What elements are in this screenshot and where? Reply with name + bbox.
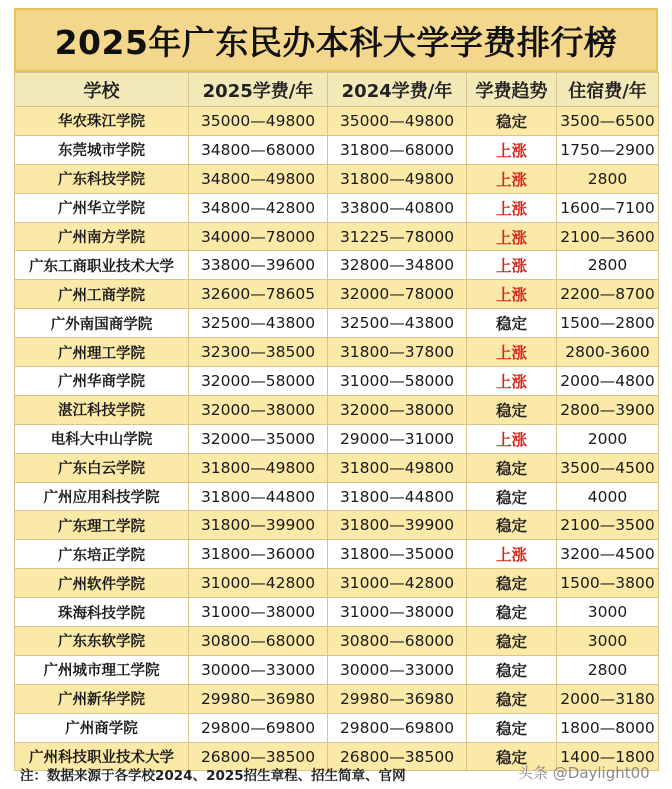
fee-2025-cell: 31800—44800 bbox=[189, 482, 328, 511]
header-trend: 学费趋势 bbox=[467, 73, 557, 107]
fee-2025-cell: 34800—49800 bbox=[189, 164, 328, 193]
school-cell: 广州新华学院 bbox=[15, 684, 189, 713]
table-row bbox=[15, 511, 659, 540]
table-row bbox=[15, 684, 659, 713]
dorm-fee-cell: 2800—3900 bbox=[557, 395, 659, 424]
dorm-fee-cell: 1400—1800 bbox=[557, 742, 659, 771]
trend-cell: 稳定 bbox=[467, 684, 557, 713]
dorm-fee-cell: 2000—3180 bbox=[557, 684, 659, 713]
school-cell: 电科大中山学院 bbox=[15, 424, 189, 453]
fee-2025-cell: 34800—68000 bbox=[189, 135, 328, 164]
fee-2024-cell: 31800—35000 bbox=[328, 540, 467, 569]
school-cell: 广东培正学院 bbox=[15, 540, 189, 569]
fee-2024-cell: 29980—36980 bbox=[328, 684, 467, 713]
dorm-fee-cell: 2800-3600 bbox=[557, 338, 659, 367]
fee-2025-cell: 31800—39900 bbox=[189, 511, 328, 540]
table-row bbox=[15, 540, 659, 569]
fee-2025-cell: 32000—58000 bbox=[189, 367, 328, 396]
fee-2025-cell: 32300—38500 bbox=[189, 338, 328, 367]
fee-2025-cell: 34000—78000 bbox=[189, 222, 328, 251]
header-school: 学校 bbox=[15, 73, 189, 107]
fee-2025-cell: 29800—69800 bbox=[189, 713, 328, 742]
trend-cell: 稳定 bbox=[467, 482, 557, 511]
dorm-fee-cell: 1800—8000 bbox=[557, 713, 659, 742]
fee-2025-cell: 31000—42800 bbox=[189, 569, 328, 598]
dorm-fee-cell: 2800 bbox=[557, 655, 659, 684]
school-cell: 广外南国商学院 bbox=[15, 309, 189, 338]
source-note: 注：数据来源于各学校2024、2025招生章程、招生简章、官网 bbox=[20, 768, 406, 784]
school-cell: 广州软件学院 bbox=[15, 569, 189, 598]
fee-2025-cell: 32000—38000 bbox=[189, 395, 328, 424]
trend-cell: 稳定 bbox=[467, 107, 557, 136]
school-cell: 广州城市理工学院 bbox=[15, 655, 189, 684]
dorm-fee-cell: 4000 bbox=[557, 482, 659, 511]
dorm-fee-cell: 3500—4500 bbox=[557, 453, 659, 482]
table-row bbox=[15, 367, 659, 396]
fee-2024-cell: 32000—78000 bbox=[328, 280, 467, 309]
table-header-row bbox=[15, 73, 659, 107]
school-cell: 广东工商职业技术大学 bbox=[15, 251, 189, 280]
fee-2025-cell: 31800—36000 bbox=[189, 540, 328, 569]
school-cell: 东莞城市学院 bbox=[15, 135, 189, 164]
fee-2024-cell: 33800—40800 bbox=[328, 193, 467, 222]
fee-table bbox=[14, 72, 659, 771]
table-row bbox=[15, 338, 659, 367]
school-cell: 广州应用科技学院 bbox=[15, 482, 189, 511]
dorm-fee-cell: 2800 bbox=[557, 251, 659, 280]
trend-cell: 稳定 bbox=[467, 598, 557, 627]
trend-cell: 稳定 bbox=[467, 309, 557, 338]
table-row bbox=[15, 107, 659, 136]
trend-cell: 上涨 bbox=[467, 424, 557, 453]
fee-2024-cell: 31000—38000 bbox=[328, 598, 467, 627]
fee-2025-cell: 30800—68000 bbox=[189, 627, 328, 656]
school-cell: 广州科技职业技术大学 bbox=[15, 742, 189, 771]
fee-2025-cell: 33800—39600 bbox=[189, 251, 328, 280]
fee-2024-cell: 26800—38500 bbox=[328, 742, 467, 771]
trend-cell: 稳定 bbox=[467, 395, 557, 424]
school-cell: 华农珠江学院 bbox=[15, 107, 189, 136]
trend-cell: 稳定 bbox=[467, 453, 557, 482]
dorm-fee-cell: 2000—4800 bbox=[557, 367, 659, 396]
school-cell: 广州商学院 bbox=[15, 713, 189, 742]
table-row bbox=[15, 309, 659, 338]
header-fee-2025: 2025学费/年 bbox=[189, 73, 328, 107]
dorm-fee-cell: 2200—8700 bbox=[557, 280, 659, 309]
title-banner bbox=[14, 8, 658, 72]
table-row bbox=[15, 713, 659, 742]
dorm-fee-cell: 1600—7100 bbox=[557, 193, 659, 222]
trend-cell: 上涨 bbox=[467, 251, 557, 280]
trend-cell: 稳定 bbox=[467, 655, 557, 684]
table-row bbox=[15, 598, 659, 627]
trend-cell: 稳定 bbox=[467, 627, 557, 656]
page-title: 2025年广东民办本科大学学费排行榜 bbox=[54, 22, 618, 62]
trend-cell: 上涨 bbox=[467, 222, 557, 251]
dorm-fee-cell: 1500—3800 bbox=[557, 569, 659, 598]
table-row bbox=[15, 222, 659, 251]
fee-2024-cell: 29000—31000 bbox=[328, 424, 467, 453]
fee-2025-cell: 31800—49800 bbox=[189, 453, 328, 482]
school-cell: 广州华商学院 bbox=[15, 367, 189, 396]
table-row bbox=[15, 453, 659, 482]
table-row bbox=[15, 569, 659, 598]
table-row bbox=[15, 424, 659, 453]
trend-cell: 上涨 bbox=[467, 280, 557, 309]
school-cell: 湛江科技学院 bbox=[15, 395, 189, 424]
trend-cell: 上涨 bbox=[467, 540, 557, 569]
trend-cell: 上涨 bbox=[467, 338, 557, 367]
dorm-fee-cell: 3200—4500 bbox=[557, 540, 659, 569]
fee-2024-cell: 31800—49800 bbox=[328, 453, 467, 482]
school-cell: 广东理工学院 bbox=[15, 511, 189, 540]
table-row bbox=[15, 251, 659, 280]
fee-2024-cell: 32800—34800 bbox=[328, 251, 467, 280]
fee-2025-cell: 32500—43800 bbox=[189, 309, 328, 338]
school-cell: 广州工商学院 bbox=[15, 280, 189, 309]
fee-2024-cell: 30800—68000 bbox=[328, 627, 467, 656]
fee-2024-cell: 32500—43800 bbox=[328, 309, 467, 338]
trend-cell: 上涨 bbox=[467, 164, 557, 193]
fee-2025-cell: 35000—49800 bbox=[189, 107, 328, 136]
fee-2024-cell: 30000—33000 bbox=[328, 655, 467, 684]
dorm-fee-cell: 1750—2900 bbox=[557, 135, 659, 164]
trend-cell: 稳定 bbox=[467, 569, 557, 598]
fee-2025-cell: 30000—33000 bbox=[189, 655, 328, 684]
fee-2025-cell: 26800—38500 bbox=[189, 742, 328, 771]
dorm-fee-cell: 2100—3500 bbox=[557, 511, 659, 540]
trend-cell: 稳定 bbox=[467, 742, 557, 771]
table-row bbox=[15, 627, 659, 656]
table-row bbox=[15, 193, 659, 222]
fee-2024-cell: 31800—37800 bbox=[328, 338, 467, 367]
school-cell: 广州理工学院 bbox=[15, 338, 189, 367]
dorm-fee-cell: 3000 bbox=[557, 598, 659, 627]
dorm-fee-cell: 3500—6500 bbox=[557, 107, 659, 136]
table-row bbox=[15, 164, 659, 193]
fee-2024-cell: 32000—38000 bbox=[328, 395, 467, 424]
fee-2024-cell: 29800—69800 bbox=[328, 713, 467, 742]
fee-2024-cell: 31000—42800 bbox=[328, 569, 467, 598]
fee-2024-cell: 31800—39900 bbox=[328, 511, 467, 540]
dorm-fee-cell: 2100—3600 bbox=[557, 222, 659, 251]
trend-cell: 稳定 bbox=[467, 511, 557, 540]
fee-2024-cell: 31000—58000 bbox=[328, 367, 467, 396]
dorm-fee-cell: 2000 bbox=[557, 424, 659, 453]
fee-2024-cell: 31800—68000 bbox=[328, 135, 467, 164]
school-cell: 广州南方学院 bbox=[15, 222, 189, 251]
trend-cell: 上涨 bbox=[467, 193, 557, 222]
fee-2024-cell: 35000—49800 bbox=[328, 107, 467, 136]
table-row bbox=[15, 395, 659, 424]
header-fee-2024: 2024学费/年 bbox=[328, 73, 467, 107]
fee-2024-cell: 31800—44800 bbox=[328, 482, 467, 511]
school-cell: 广东东软学院 bbox=[15, 627, 189, 656]
table-row bbox=[15, 482, 659, 511]
school-cell: 珠海科技学院 bbox=[15, 598, 189, 627]
dorm-fee-cell: 1500—2800 bbox=[557, 309, 659, 338]
fee-2024-cell: 31225—78000 bbox=[328, 222, 467, 251]
table-row bbox=[15, 135, 659, 164]
school-cell: 广东白云学院 bbox=[15, 453, 189, 482]
trend-cell: 稳定 bbox=[467, 713, 557, 742]
dorm-fee-cell: 2800 bbox=[557, 164, 659, 193]
school-cell: 广州华立学院 bbox=[15, 193, 189, 222]
dorm-fee-cell: 3000 bbox=[557, 627, 659, 656]
fee-2025-cell: 34800—42800 bbox=[189, 193, 328, 222]
trend-cell: 上涨 bbox=[467, 135, 557, 164]
trend-cell: 上涨 bbox=[467, 367, 557, 396]
school-cell: 广东科技学院 bbox=[15, 164, 189, 193]
fee-2025-cell: 32600—78605 bbox=[189, 280, 328, 309]
fee-2025-cell: 31000—38000 bbox=[189, 598, 328, 627]
watermark: 头条 @Daylight00 bbox=[518, 764, 650, 782]
table-row bbox=[15, 655, 659, 684]
fee-2024-cell: 31800—49800 bbox=[328, 164, 467, 193]
table-row bbox=[15, 280, 659, 309]
fee-2025-cell: 32000—35000 bbox=[189, 424, 328, 453]
header-dorm-fee: 住宿费/年 bbox=[557, 73, 659, 107]
fee-2025-cell: 29980—36980 bbox=[189, 684, 328, 713]
